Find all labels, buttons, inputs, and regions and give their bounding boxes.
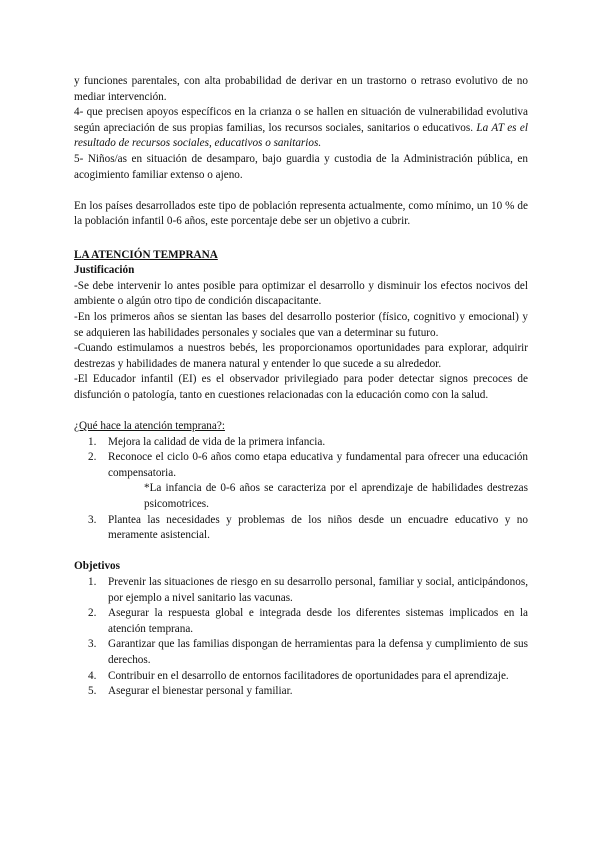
- intro-paragraph-2-italic: La AT es el resultado de recursos sociales, educativos o sanitarios.: [74, 121, 528, 150]
- list-item-number: 2.: [88, 607, 97, 620]
- list-item-number: 4.: [88, 669, 97, 682]
- list-item: [74, 637, 528, 668]
- list-item-text: Contribuir en el desarrollo de entornos facilitadores de oportunidades para el aprendizaje.: [108, 669, 509, 682]
- intro-paragraph-2: [74, 105, 528, 152]
- list-item-number: 5.: [88, 685, 97, 698]
- what-list-continued: [74, 513, 528, 544]
- intro-paragraph-1: y funciones parentales, con alta probabilidad de derivar en un trastorno o retraso evolutivo de no mediar intervención.: [74, 75, 528, 103]
- justification-heading: Justificación: [74, 264, 135, 277]
- intro-paragraph-3: 5- Niños/as en situación de desamparo, bajo guardia y custodia de la Administración pública, en acogimiento familiar extenso o ajeno.: [74, 152, 528, 181]
- list-item-text: Mejora la calidad de vida de la primera infancia.: [108, 435, 326, 448]
- intro-paragraph-4: En los países desarrollados este tipo de población representa actualmente, como mínimo, un 10 % de la población infantil 0-6 años, este porcentaje debe ser un objetivo a cubrir.: [74, 199, 528, 228]
- objectives-heading: Objetivos: [74, 560, 120, 573]
- list-item-text: Garantizar que las familias dispongan de herramientas para la defensa y cumplimiento de sus derechos.: [108, 638, 528, 666]
- list-item-number: 1.: [88, 435, 97, 448]
- list-item-number: 2.: [88, 451, 97, 464]
- list-item: [74, 435, 528, 451]
- what-list: [74, 435, 528, 482]
- list-item: [74, 513, 528, 544]
- list-item: [74, 684, 528, 700]
- list-item-number: 3.: [88, 513, 97, 526]
- what-heading: ¿Qué hace la atención temprana?:: [74, 420, 225, 433]
- intro-paragraph-2-text: 4- que precisen apoyos específicos en la crianza o se hallen en situación de vulnerabilidad evolutiva según apreciación de sus propias familias, los recursos sociales, sanitarios o educativos.: [74, 106, 528, 134]
- section-title: LA ATENCIÓN TEMPRANA: [74, 248, 218, 261]
- justification-item: -Se debe intervenir lo antes posible para optimizar el desarrollo y disminuir los efectos nocivos del ambiente o algún otro tipo de condición discapacitante.: [74, 279, 528, 308]
- list-item-text: Prevenir las situaciones de riesgo en su desarrollo personal, familiar y social, anticipándonos, por ejemplo a nivel sanitario las vacunas.: [108, 576, 528, 604]
- list-item-text: Plantea las necesidades y problemas de los niños desde un encuadre educativo y no meramente asistencial.: [108, 513, 528, 542]
- list-item-text: Asegurar la respuesta global e integrada desde los diferentes sistemas implicados en la atención temprana.: [108, 607, 528, 635]
- justification-item: -Cuando estimulamos a nuestros bebés, les proporcionamos oportunidades para explorar, adquirir destrezas y habilidades de manera natural y entender lo que sucede a su alrededor.: [74, 342, 528, 370]
- document-page: [74, 74, 528, 700]
- justification-item: -En los primeros años se sientan las bases del desarrollo posterior (físico, cognitivo y emocional) y se adquieren las habilidades personales y sociales que van a determinar su futuro.: [74, 310, 528, 339]
- objectives-list: [74, 575, 528, 700]
- justification-item: -El Educador infantil (EI) es el observador privilegiado para poder detectar signos precoces de disfunción o patología, tanto en cuestiones relacionadas con la educación como con la salud.: [74, 373, 528, 401]
- list-item: [74, 669, 528, 685]
- list-item-number: 3.: [88, 638, 97, 651]
- list-item-text: Asegurar el bienestar personal y familiar.: [108, 685, 293, 698]
- list-item: [74, 450, 528, 481]
- list-item-number: 1.: [88, 576, 97, 588]
- what-note: *La infancia de 0-6 años se caracteriza por el aprendizaje de habilidades destrezas psicomotrices.: [144, 482, 528, 511]
- list-item-text: Reconoce el ciclo 0-6 años como etapa educativa y fundamental para ofrecer una educación compensatoria.: [108, 451, 528, 479]
- list-item: [74, 606, 528, 637]
- list-item: [74, 575, 528, 606]
